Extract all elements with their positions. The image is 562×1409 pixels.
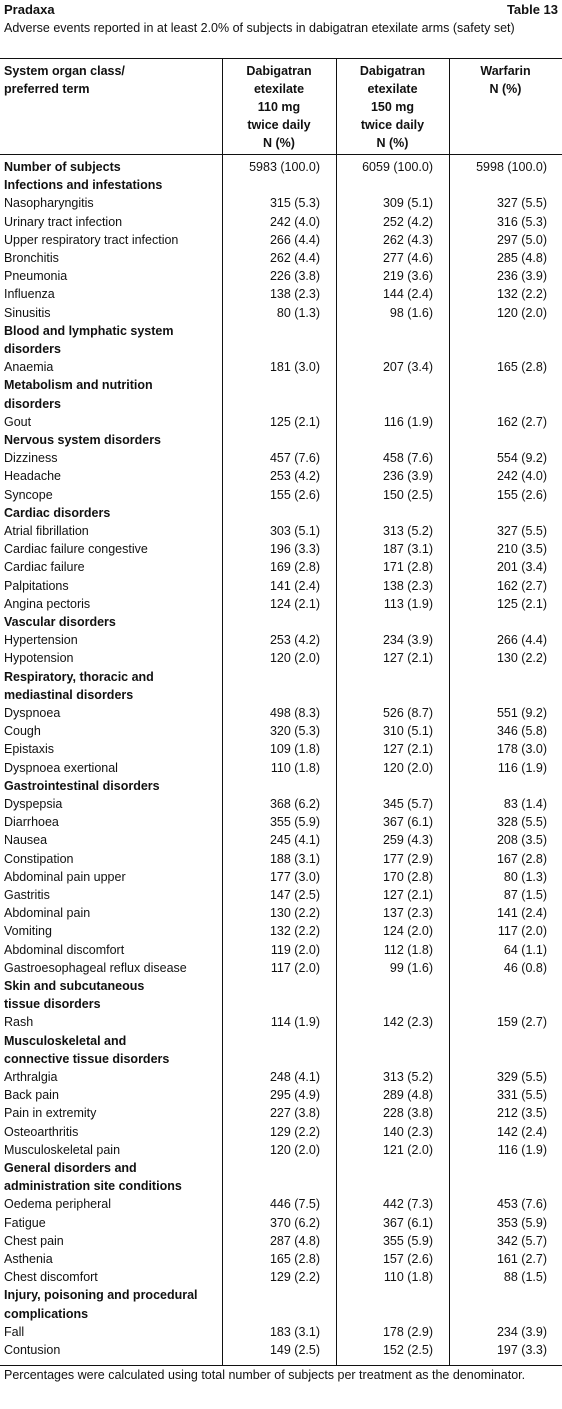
category-row <box>0 431 562 449</box>
row-value: 177 (3.0) <box>269 869 320 884</box>
row-label: Back pain <box>4 1088 59 1103</box>
row-value: 6059 (100.0) <box>362 160 433 174</box>
row-value: 113 (1.9) <box>383 596 433 611</box>
row-label: Syncope <box>4 487 53 502</box>
row-label: Cardiac failure <box>4 560 85 575</box>
row-label: Hypertension <box>4 633 78 648</box>
table-row <box>0 1195 562 1213</box>
table-row <box>0 577 562 595</box>
row-value: 310 (5.1) <box>382 724 433 739</box>
row-label: Oedema peripheral <box>4 1197 112 1212</box>
row-value: 64 (1.1) <box>503 942 547 957</box>
row-value: 234 (3.9) <box>496 1324 547 1339</box>
category-row <box>0 995 562 1013</box>
row-value: 197 (3.3) <box>496 1343 547 1357</box>
category-row <box>0 1050 562 1068</box>
table-row <box>0 595 562 613</box>
row-value: 253 (4.2) <box>269 633 320 648</box>
row-value: 498 (8.3) <box>269 706 320 720</box>
table-footnote: Percentages were calculated using total number of subjects per treatment as the denominator. <box>4 1368 526 1382</box>
row-value: 87 (1.5) <box>503 888 547 902</box>
row-value: 109 (1.8) <box>269 742 320 757</box>
row-value: 219 (3.6) <box>382 269 433 284</box>
category-row <box>0 613 562 631</box>
row-value: 169 (2.8) <box>269 560 320 575</box>
row-value: 262 (4.4) <box>269 251 320 265</box>
row-label: Rash <box>4 1015 34 1030</box>
category-row <box>0 395 562 413</box>
table-row <box>0 740 562 758</box>
column-header-warfarin: Warfarin N (%) <box>480 64 531 96</box>
table-row <box>0 158 562 176</box>
row-label: Contusion <box>4 1343 61 1357</box>
row-value: 253 (4.2) <box>269 469 320 484</box>
category-row <box>0 176 562 194</box>
table-row <box>0 213 562 231</box>
row-label: Pain in extremity <box>4 1106 97 1121</box>
row-value: 236 (3.9) <box>382 469 433 484</box>
row-label: Headache <box>4 469 61 484</box>
table-row <box>0 1104 562 1122</box>
row-value: 80 (1.3) <box>503 869 547 884</box>
table-row <box>0 1341 562 1359</box>
row-value: 295 (4.9) <box>269 1088 320 1103</box>
row-label: Anaemia <box>4 360 54 375</box>
category-row <box>0 376 562 394</box>
table-row <box>0 486 562 504</box>
category-row <box>0 1032 562 1050</box>
row-value: 327 (5.5) <box>496 196 547 211</box>
row-value: 207 (3.4) <box>382 360 433 375</box>
row-label: Nausea <box>4 833 48 848</box>
row-label: Nervous system disorders <box>4 433 162 447</box>
row-value: 313 (5.2) <box>382 524 433 538</box>
row-value: 162 (2.7) <box>496 414 547 429</box>
row-value: 112 (1.8) <box>383 942 433 957</box>
row-value: 127 (2.1) <box>382 742 433 757</box>
row-value: 132 (2.2) <box>269 924 320 939</box>
row-value: 157 (2.6) <box>382 1252 433 1266</box>
row-value: 155 (2.6) <box>496 487 547 502</box>
row-value: 327 (5.5) <box>496 524 547 538</box>
row-value: 110 (1.8) <box>383 1270 433 1285</box>
table-row <box>0 1141 562 1159</box>
row-label: Pneumonia <box>4 269 68 284</box>
table-row <box>0 1068 562 1086</box>
row-value: 178 (2.9) <box>382 1324 433 1339</box>
row-value: 266 (4.4) <box>269 232 320 247</box>
row-label: Gastrointestinal disorders <box>4 778 160 793</box>
row-label: Injury, poisoning and procedural <box>4 1288 198 1303</box>
row-label: Nasopharyngitis <box>4 196 94 211</box>
row-label: General disorders and <box>4 1161 137 1175</box>
row-label: Palpitations <box>4 578 69 593</box>
row-value: 242 (4.0) <box>269 214 320 229</box>
row-label: Cardiac disorders <box>4 505 111 520</box>
table-row <box>0 759 562 777</box>
row-value: 116 (1.9) <box>497 760 547 775</box>
table-row <box>0 413 562 431</box>
row-value: 248 (4.1) <box>269 1070 320 1084</box>
row-value: 453 (7.6) <box>496 1197 547 1212</box>
table-row <box>0 922 562 940</box>
row-label: disorders <box>4 396 61 411</box>
row-value: 120 (2.0) <box>269 651 320 666</box>
row-value: 162 (2.7) <box>496 578 547 593</box>
row-value: 188 (3.1) <box>269 851 320 866</box>
row-label: Musculoskeletal and <box>4 1033 127 1048</box>
row-value: 130 (2.2) <box>496 651 547 666</box>
row-value: 171 (2.8) <box>382 560 433 575</box>
row-value: 297 (5.0) <box>496 232 547 247</box>
row-value: 138 (2.3) <box>269 287 320 302</box>
row-value: 303 (5.1) <box>269 524 320 538</box>
row-value: 287 (4.8) <box>269 1233 320 1248</box>
row-label: Fall <box>4 1324 25 1339</box>
row-label: Gastroesophageal reflux disease <box>4 960 187 975</box>
row-label: Dyspepsia <box>4 797 63 811</box>
column-header-dabigatran-150: Dabigatran etexilate 150 mg twice daily N (%) <box>359 64 426 150</box>
row-value: 355 (5.9) <box>269 815 320 830</box>
row-value: 129 (2.2) <box>269 1124 320 1139</box>
row-value: 457 (7.6) <box>269 451 320 466</box>
row-value: 526 (8.7) <box>382 706 433 720</box>
adverse-events-table <box>0 58 562 1366</box>
row-value: 155 (2.6) <box>269 487 320 502</box>
row-value: 121 (2.0) <box>382 1142 433 1157</box>
table-row <box>0 285 562 303</box>
table-row <box>0 522 562 540</box>
table-number: Table 13 <box>506 2 558 17</box>
table-row <box>0 1214 562 1232</box>
row-label: Skin and subcutaneous <box>4 979 145 993</box>
row-label: Infections and infestations <box>4 178 163 193</box>
row-value: 114 (1.9) <box>270 1015 320 1030</box>
row-value: 210 (3.5) <box>496 542 547 557</box>
table-caption: Adverse events reported in at least 2.0% of subjects in dabigatran etexilate arms (safety set) <box>4 21 515 35</box>
row-value: 262 (4.3) <box>382 232 433 247</box>
row-label: Epistaxis <box>4 742 55 757</box>
row-value: 46 (0.8) <box>503 960 547 975</box>
row-value: 446 (7.5) <box>269 1197 320 1212</box>
row-value: 245 (4.1) <box>269 833 320 848</box>
row-value: 141 (2.4) <box>269 578 320 593</box>
row-label: Fatigue <box>4 1215 46 1230</box>
table-row <box>0 868 562 886</box>
table-row <box>0 722 562 740</box>
table-row <box>0 1123 562 1141</box>
row-label: Dyspnoea <box>4 706 61 720</box>
row-value: 161 (2.7) <box>496 1252 547 1266</box>
row-value: 236 (3.9) <box>496 269 547 284</box>
row-value: 285 (4.8) <box>496 251 547 265</box>
row-value: 242 (4.0) <box>496 469 547 484</box>
table-row <box>0 904 562 922</box>
row-value: 124 (2.0) <box>382 924 433 939</box>
row-label: Urinary tract infection <box>4 214 123 229</box>
row-label: Abdominal pain <box>4 906 91 921</box>
row-label: Atrial fibrillation <box>4 524 89 538</box>
row-label: Chest pain <box>4 1233 64 1248</box>
row-label: Abdominal discomfort <box>4 942 125 957</box>
table-row <box>0 540 562 558</box>
row-label: complications <box>4 1306 89 1321</box>
category-row <box>0 1305 562 1323</box>
table-row <box>0 959 562 977</box>
row-value: 120 (2.0) <box>496 305 547 320</box>
row-value: 149 (2.5) <box>269 1343 320 1357</box>
row-value: 165 (2.8) <box>269 1252 320 1266</box>
row-value: 329 (5.5) <box>496 1070 547 1084</box>
row-label: Dyspnoea exertional <box>4 760 118 775</box>
row-value: 554 (9.2) <box>496 451 547 466</box>
table-row <box>0 1013 562 1031</box>
table-row <box>0 558 562 576</box>
row-label: Constipation <box>4 851 74 866</box>
row-value: 125 (2.1) <box>496 596 547 611</box>
row-label: Respiratory, thoracic and <box>4 669 154 684</box>
row-value: 353 (5.9) <box>496 1215 547 1230</box>
row-value: 120 (2.0) <box>382 760 433 775</box>
row-value: 116 (1.9) <box>497 1142 547 1157</box>
table-row <box>0 941 562 959</box>
table-row <box>0 267 562 285</box>
row-value: 125 (2.1) <box>269 414 320 429</box>
table-row <box>0 1232 562 1250</box>
row-label: Angina pectoris <box>4 596 91 611</box>
row-value: 178 (3.0) <box>496 742 547 757</box>
row-label: Dizziness <box>4 451 58 466</box>
table-row <box>0 813 562 831</box>
row-value: 259 (4.3) <box>382 833 433 848</box>
table-row <box>0 831 562 849</box>
row-label: Vascular disorders <box>4 615 116 629</box>
table-row <box>0 194 562 212</box>
table-row <box>0 231 562 249</box>
row-value: 208 (3.5) <box>496 833 547 848</box>
row-label: Hypotension <box>4 651 74 666</box>
row-value: 142 (2.3) <box>382 1015 433 1030</box>
row-value: 147 (2.5) <box>269 888 320 902</box>
row-value: 83 (1.4) <box>503 797 547 811</box>
row-value: 127 (2.1) <box>382 651 433 666</box>
row-value: 140 (2.3) <box>382 1124 433 1139</box>
row-value: 170 (2.8) <box>382 869 433 884</box>
row-value: 99 (1.6) <box>389 960 433 975</box>
category-row <box>0 1159 562 1177</box>
row-value: 328 (5.5) <box>496 815 547 830</box>
row-value: 130 (2.2) <box>269 906 320 921</box>
row-label: tissue disorders <box>4 997 101 1012</box>
row-label: Bronchitis <box>4 251 59 265</box>
table-row <box>0 249 562 267</box>
row-value: 5998 (100.0) <box>476 160 547 174</box>
row-value: 313 (5.2) <box>382 1070 433 1084</box>
row-value: 309 (5.1) <box>382 196 433 211</box>
table-header-row <box>0 59 562 155</box>
row-label: Metabolism and nutrition <box>4 378 153 393</box>
row-value: 458 (7.6) <box>382 451 433 466</box>
row-value: 124 (2.1) <box>269 596 320 611</box>
table-row <box>0 631 562 649</box>
table-row <box>0 1323 562 1341</box>
category-row <box>0 322 562 340</box>
row-value: 165 (2.8) <box>496 360 547 375</box>
row-value: 127 (2.1) <box>382 888 433 902</box>
table-row <box>0 449 562 467</box>
row-value: 116 (1.9) <box>383 414 433 429</box>
row-value: 132 (2.2) <box>496 287 547 302</box>
table-row <box>0 649 562 667</box>
row-value: 212 (3.5) <box>496 1106 547 1121</box>
table-row <box>0 704 562 722</box>
product-name: Pradaxa <box>4 2 55 17</box>
row-label: Chest discomfort <box>4 1270 98 1285</box>
row-label: Diarrhoea <box>4 815 59 830</box>
category-row <box>0 777 562 795</box>
row-label: mediastinal disorders <box>4 687 134 702</box>
row-value: 442 (7.3) <box>382 1197 433 1212</box>
row-value: 234 (3.9) <box>382 633 433 648</box>
row-value: 226 (3.8) <box>269 269 320 284</box>
table-row <box>0 850 562 868</box>
row-value: 181 (3.0) <box>269 360 320 375</box>
table-row <box>0 886 562 904</box>
row-label: disorders <box>4 342 61 356</box>
row-value: 355 (5.9) <box>382 1233 433 1248</box>
row-label: Number of subjects <box>4 160 121 174</box>
row-value: 141 (2.4) <box>496 906 547 921</box>
row-value: 144 (2.4) <box>382 287 433 302</box>
row-label: Blood and lymphatic system <box>4 323 174 338</box>
row-value: 227 (3.8) <box>269 1106 320 1121</box>
row-label: connective tissue disorders <box>4 1051 170 1066</box>
row-value: 316 (5.3) <box>496 214 547 229</box>
row-value: 137 (2.3) <box>382 906 433 921</box>
row-value: 331 (5.5) <box>496 1088 547 1103</box>
column-header-term: System organ class/ preferred term <box>4 64 125 96</box>
row-value: 110 (1.8) <box>270 760 320 775</box>
row-value: 117 (2.0) <box>497 924 547 939</box>
category-row <box>0 686 562 704</box>
row-value: 98 (1.6) <box>389 305 433 320</box>
category-row <box>0 977 562 995</box>
row-value: 120 (2.0) <box>269 1142 320 1157</box>
row-value: 129 (2.2) <box>269 1270 320 1285</box>
row-label: Musculoskeletal pain <box>4 1142 121 1157</box>
table-row <box>0 1250 562 1268</box>
row-label: Influenza <box>4 287 55 302</box>
row-value: 345 (5.7) <box>382 797 433 811</box>
table-header-bar <box>4 2 558 18</box>
row-value: 167 (2.8) <box>496 851 547 866</box>
category-row <box>0 668 562 686</box>
row-label: Cough <box>4 724 41 739</box>
category-row <box>0 340 562 358</box>
row-label: administration site conditions <box>4 1179 182 1194</box>
row-value: 266 (4.4) <box>496 633 547 648</box>
row-label: Osteoarthritis <box>4 1124 79 1139</box>
row-value: 320 (5.3) <box>269 724 320 739</box>
table-row <box>0 304 562 322</box>
row-value: 187 (3.1) <box>382 542 433 557</box>
row-value: 367 (6.1) <box>382 1215 433 1230</box>
row-value: 88 (1.5) <box>503 1270 547 1285</box>
row-value: 159 (2.7) <box>496 1015 547 1030</box>
category-row <box>0 1177 562 1195</box>
row-value: 196 (3.3) <box>269 542 320 557</box>
table-row <box>0 467 562 485</box>
row-value: 138 (2.3) <box>382 578 433 593</box>
row-label: Asthenia <box>4 1252 53 1266</box>
row-value: 201 (3.4) <box>496 560 547 575</box>
row-value: 368 (6.2) <box>269 797 320 811</box>
row-value: 370 (6.2) <box>269 1215 320 1230</box>
row-value: 152 (2.5) <box>382 1343 433 1357</box>
row-value: 252 (4.2) <box>382 214 433 229</box>
row-value: 367 (6.1) <box>382 815 433 830</box>
row-value: 277 (4.6) <box>382 251 433 265</box>
row-label: Abdominal pain upper <box>4 869 126 884</box>
category-row <box>0 1286 562 1304</box>
table-row <box>0 358 562 376</box>
row-value: 289 (4.8) <box>382 1088 433 1103</box>
row-value: 177 (2.9) <box>382 851 433 866</box>
row-value: 315 (5.3) <box>269 196 320 211</box>
row-label: Vomiting <box>4 924 52 939</box>
row-value: 342 (5.7) <box>496 1233 547 1248</box>
row-value: 551 (9.2) <box>496 706 547 720</box>
row-value: 228 (3.8) <box>382 1106 433 1121</box>
row-value: 119 (2.0) <box>270 942 320 957</box>
category-row <box>0 504 562 522</box>
table-row <box>0 1086 562 1104</box>
column-header-dabigatran-110: Dabigatran etexilate 110 mg twice daily N (%) <box>246 64 312 150</box>
row-label: Arthralgia <box>4 1070 58 1084</box>
row-value: 142 (2.4) <box>496 1124 547 1139</box>
row-value: 346 (5.8) <box>496 724 547 739</box>
row-label: Gastritis <box>4 888 50 902</box>
row-label: Gout <box>4 414 32 429</box>
row-value: 5983 (100.0) <box>249 160 320 174</box>
row-value: 183 (3.1) <box>269 1324 320 1339</box>
row-label: Sinusitis <box>4 305 51 320</box>
row-value: 80 (1.3) <box>276 305 320 320</box>
table-row <box>0 1268 562 1286</box>
row-label: Upper respiratory tract infection <box>4 232 179 247</box>
row-value: 117 (2.0) <box>270 960 320 975</box>
row-value: 150 (2.5) <box>382 487 433 502</box>
table-row <box>0 795 562 813</box>
row-label: Cardiac failure congestive <box>4 542 148 557</box>
